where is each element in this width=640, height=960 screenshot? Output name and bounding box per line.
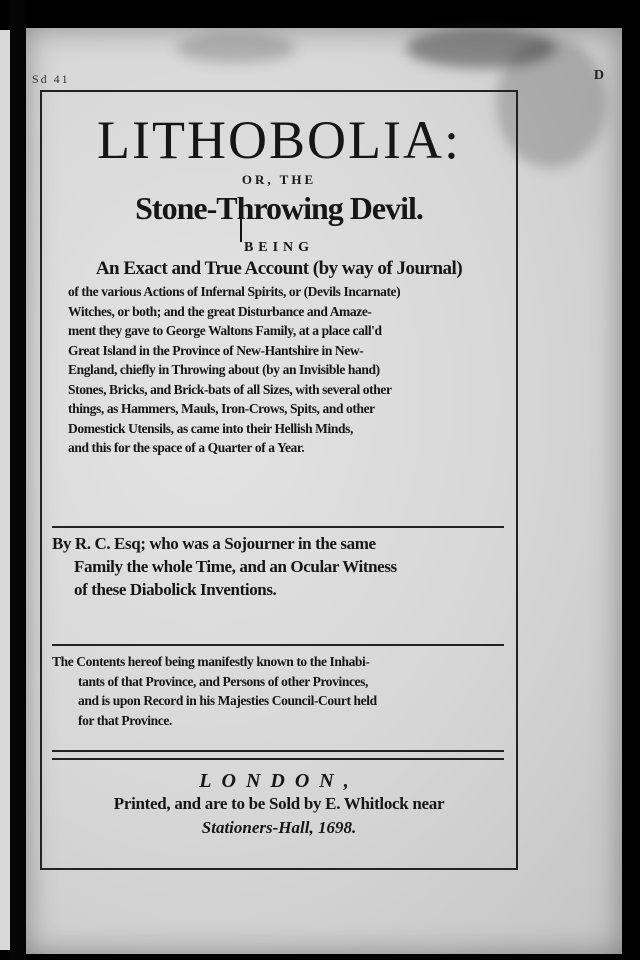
byline-line: of these Diabolick Inventions. xyxy=(74,580,277,599)
subtitle: Stone-Throwing Devil. xyxy=(135,190,423,226)
imprint-printer: Printed, and are to be Sold by E. Whitlock near xyxy=(113,794,445,813)
divider-rule xyxy=(52,526,504,528)
imprint-place-year: Stationers-Hall, 1698. xyxy=(201,818,357,837)
byline xyxy=(52,532,504,601)
divider-rule xyxy=(52,644,504,646)
byline-line: By R. C. Esq; who was a Sojourner in the same xyxy=(52,534,376,553)
description-line: Witches, or both; and the great Disturbance and Amaze- xyxy=(68,303,372,319)
description-paragraph xyxy=(68,282,508,458)
signature-mark-right: D xyxy=(593,68,604,83)
note-line: tants of that Province, and Persons of other Provinces, xyxy=(78,673,368,689)
title-border xyxy=(40,90,518,870)
account-line: An Exact and True Account (by way of Journal) xyxy=(95,258,463,279)
imprint-city: LONDON, xyxy=(199,770,359,792)
signature-mark: Sd 41 xyxy=(32,72,70,86)
or-the: OR, THE xyxy=(241,172,317,187)
description-line: of the various Actions of Infernal Spirits, or (Devils Incarnate) xyxy=(68,284,401,299)
description-line: England, chiefly in Throwing about (by an Invisible hand) xyxy=(68,362,380,377)
description-line: and this for the space of a Quarter of a Year. xyxy=(68,440,305,455)
note-paragraph xyxy=(52,652,504,730)
description-line: Domestick Utensils, as came into their Hellish Minds, xyxy=(68,420,353,436)
main-title: LITHOBOLIA: xyxy=(97,110,461,170)
divider-rule xyxy=(52,758,504,760)
description-line: Stones, Bricks, and Brick-bats of all Sizes, with several other xyxy=(68,381,392,397)
being-label: BEING xyxy=(243,240,315,255)
byline-line: Family the whole Time, and an Ocular Witness xyxy=(74,557,397,576)
note-line: The Contents hereof being manifestly known to the Inhabi- xyxy=(52,654,370,669)
description-line: ment they gave to George Waltons Family, at a place call'd xyxy=(68,323,382,338)
description-line: Great Island in the Province of New-Hantshire in New- xyxy=(68,342,364,358)
stain xyxy=(176,33,296,63)
note-line: for that Province. xyxy=(78,712,172,728)
note-line: and is upon Record in his Majesties Council-Court held xyxy=(78,693,377,708)
title-page xyxy=(26,28,622,954)
gutter-shadow xyxy=(10,0,26,960)
adjacent-page-edge xyxy=(0,30,10,950)
description-line: things, as Hammers, Mauls, Iron-Crows, Spits, and other xyxy=(68,401,375,416)
divider-rule xyxy=(52,750,504,752)
